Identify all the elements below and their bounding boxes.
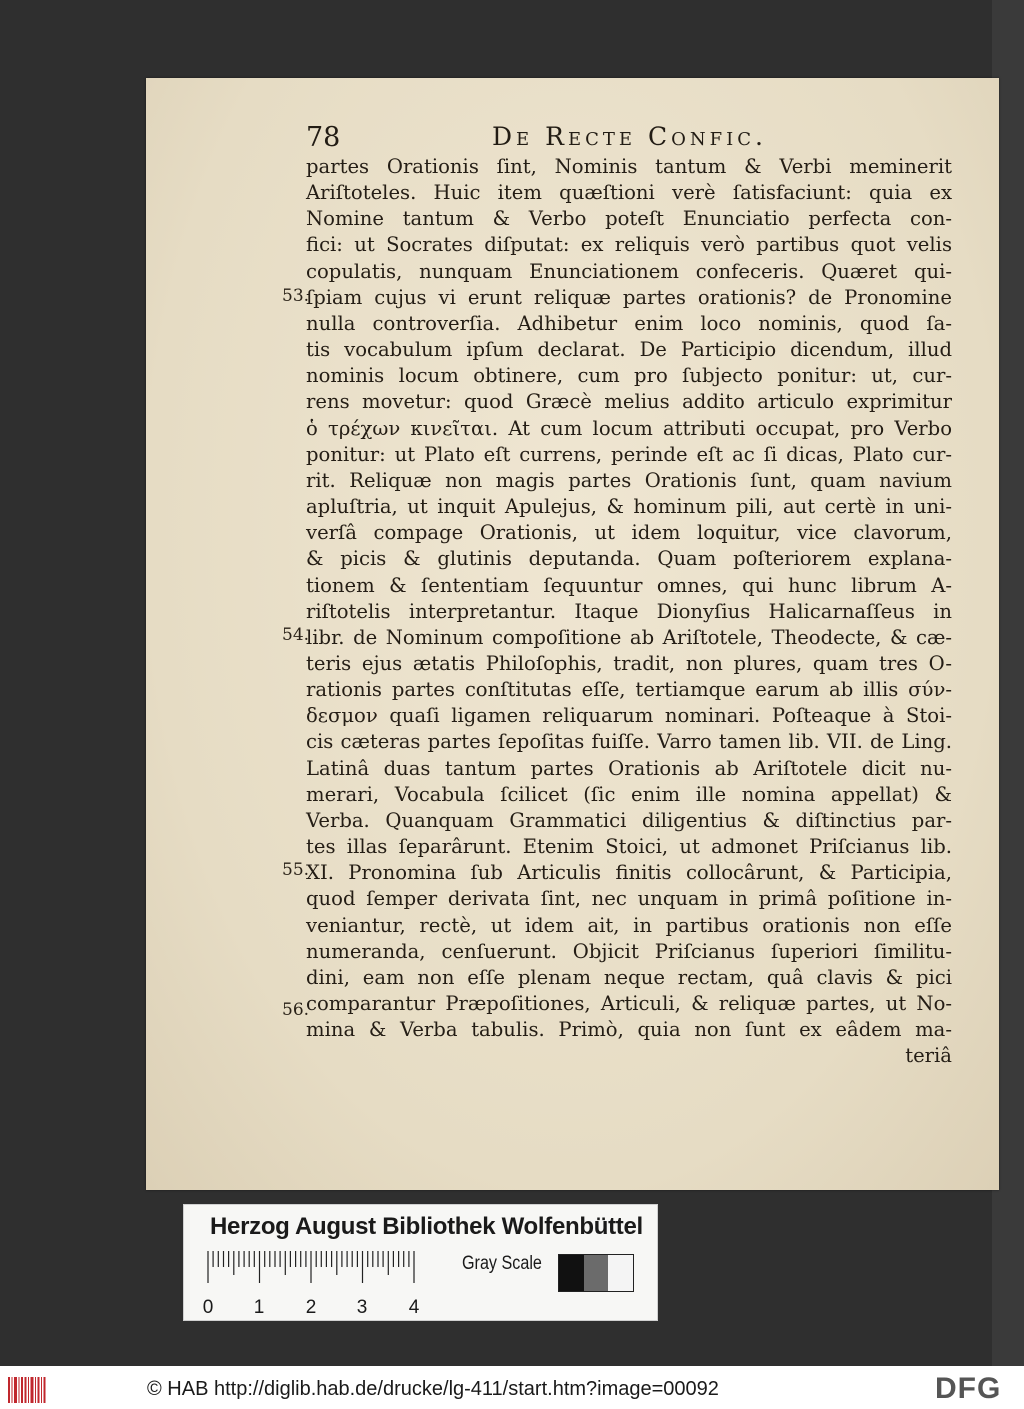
text-line: Nomine tantum & Verbo poteſt Enunciatio perfecta con- <box>306 207 952 231</box>
body-text <box>306 154 952 1069</box>
margin-number-56: 56. <box>282 1000 310 1020</box>
running-title: De Recte Confic. <box>492 122 767 151</box>
barcode-bar <box>31 1377 34 1403</box>
text-line: ὁ τρέχων κινεῖται. At cum locum attributi occupat, pro Verbo <box>306 416 952 440</box>
text-line: nominis locum obtinere, cum pro ſubjecto ponitur: ut, cur- <box>306 364 952 388</box>
barcode-bar <box>21 1377 23 1403</box>
text-line: tionem & ſententiam ſequuntur omnes, qui hunc librum A- <box>306 573 952 597</box>
text-line: nulla controverſia. Adhibetur enim loco nominis, quod ſa- <box>306 311 952 335</box>
text-line: tes illas ſeparârunt. Etenim Stoici, ut admonet Priſcianus lib. <box>306 835 952 859</box>
barcode-bar <box>25 1377 27 1403</box>
text-line: veniantur, rectè, ut idem ait, in partibus orationis non eſſe <box>306 913 952 937</box>
swatch-white <box>608 1255 633 1291</box>
barcode-icon <box>6 1375 48 1405</box>
page-header <box>306 122 966 158</box>
text-line: rationis partes conſtitutas eſſe, tertiamque earum ab illis σύν- <box>306 678 952 702</box>
text-line: ſpiam cujus vi erunt reliquæ partes orationis? de Pronomine <box>306 285 952 309</box>
margin-number-54: 54. <box>282 625 310 645</box>
citation-text: © HAB http://diglib.hab.de/drucke/lg-411/start.htm?image=00092 <box>147 1378 719 1400</box>
text-line: mina & Verba tabulis. Primò, quia non ſunt ex eâdem ma- <box>306 1018 952 1042</box>
gray-scale-label: Gray Scale <box>462 1253 542 1274</box>
barcode-bar <box>38 1377 40 1403</box>
barcode-bar <box>8 1377 10 1403</box>
ruler-number: 0 <box>202 1297 214 1317</box>
swatch-black <box>559 1255 584 1291</box>
text-line: numeranda, cenſuerunt. Objicit Priſcianus ſuperiori ſimilitu- <box>306 939 952 963</box>
text-line: δεσμον quaſi ligamen reliquarum nominari. Poſteaque à Stoi- <box>306 704 952 728</box>
barcode-bar <box>35 1377 36 1403</box>
text-line: merari, Vocabula ſcilicet (ſic enim ille nomina appellat) & <box>306 782 952 806</box>
dfg-logo: DFG <box>935 1372 1002 1405</box>
text-line: rit. Reliquæ non magis partes Orationis ſunt, quam navium <box>306 468 952 492</box>
text-line: tis vocabulum ipſum declarat. De Participio dicendum, illud <box>306 338 952 362</box>
text-line: XI. Pronomina ſub Articulis finitis collocârunt, & Participia, <box>306 861 952 885</box>
ruler-number: 4 <box>408 1297 420 1317</box>
text-line: dini, eam non eſſe plenam neque rectam, quâ clavis & pici <box>306 965 952 989</box>
margin-number-55: 55. <box>282 860 310 880</box>
gray-scale-swatch <box>558 1254 634 1292</box>
text-line: Verba. Quanquam Grammatici diligentius & diſtinctius par- <box>306 808 952 832</box>
page-number: 78 <box>306 122 341 153</box>
text-line: quod ſemper derivata ſint, nec unquam in primâ poſitione in- <box>306 887 952 911</box>
barcode-bar <box>12 1377 13 1403</box>
library-name: Herzog August Bibliothek Wolfenbüttel <box>210 1213 643 1240</box>
text-line: ponitur: ut Plato eſt currens, perinde eſt ac ſi dicas, Plato cur- <box>306 442 952 466</box>
barcode-bar <box>19 1377 20 1403</box>
swatch-gray <box>584 1255 609 1291</box>
text-line: verſâ compage Orationis, ut idem loquitur, vice clavorum, <box>306 521 952 545</box>
text-line: rens movetur: quod Græcè melius addito articulo exprimitur <box>306 390 952 414</box>
ruler-number: 1 <box>253 1297 265 1317</box>
text-line: & picis & glutinis deputanda. Quam poſteriorem explana- <box>306 547 952 571</box>
barcode-bar <box>44 1377 46 1403</box>
ruler-number: 3 <box>356 1297 368 1317</box>
text-line: cis cæteras partes ſepoſitas fuiſſe. Varro tamen lib. VII. de Ling. <box>306 730 952 754</box>
barcode-bar <box>14 1377 17 1403</box>
text-line: Ariſtoteles. Huic item quæſtioni verè ſatisfaciunt: quia ex <box>306 181 952 205</box>
ruler-scale <box>184 1245 454 1317</box>
text-line: copulatis, nunquam Enunciationem confeceris. Quæret qui- <box>306 259 952 283</box>
color-ruler-card <box>183 1204 658 1321</box>
text-line: fici: ut Socrates diſputat: ex reliquis verò partibus quot velis <box>306 233 952 257</box>
margin-number-53: 53. <box>282 286 310 306</box>
text-line: Latinâ duas tantum partes Orationis ab Ariſtotele dicit nu- <box>306 756 952 780</box>
text-line: partes Orationis ſint, Nominis tantum & Verbi meminerit <box>306 155 952 178</box>
text-line: libr. de Nominum compoſitione ab Ariſtotele, Theodecte, & cæ- <box>306 625 952 649</box>
barcode-bar <box>28 1377 29 1403</box>
text-line: riſtotelis interpretantur. Itaque Dionyſius Halicarnaſſeus in <box>306 599 952 623</box>
catchword: teriâ <box>905 1044 952 1068</box>
text-line: apluſtria, ut inquit Apulejus, & hominum pili, aut certè in uni- <box>306 495 952 519</box>
ruler-number: 2 <box>305 1297 317 1317</box>
barcode-bar <box>41 1377 42 1403</box>
text-line: comparantur Præpoſitiones, Articuli, & reliquæ partes, ut No- <box>306 992 952 1015</box>
text-line: teris ejus ætatis Philoſophis, tradit, non plures, quam tres O- <box>306 651 952 675</box>
